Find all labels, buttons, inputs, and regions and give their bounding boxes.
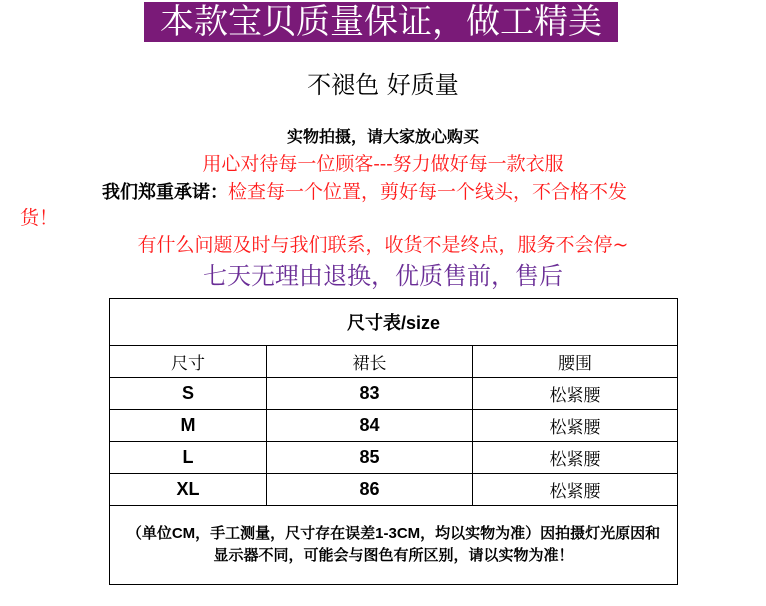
line-service: 用心对待每一位顾客---努力做好每一款衣服 — [202, 153, 564, 175]
cell-size: XL — [110, 474, 267, 506]
cell-length: 86 — [267, 474, 473, 506]
promise-label: 我们郑重承诺： — [102, 182, 228, 203]
cell-length: 85 — [267, 442, 473, 474]
cell-waist: 松紧腰 — [473, 378, 678, 410]
cell-size: M — [110, 410, 267, 442]
cell-waist: 松紧腰 — [473, 442, 678, 474]
line-return-policy: 七天无理由退换，优质售前，售后 — [203, 262, 563, 290]
promise-text: 检查每一个位置，剪好每一个线头，不合格不发 — [228, 181, 628, 203]
header-waist: 腰围 — [473, 346, 678, 378]
size-table — [109, 298, 678, 585]
table-row — [110, 474, 678, 506]
size-table-note: （单位CM，手工测量，尺寸存在误差1-3CM，均以实物为准）因拍摄灯光原因和显示器不同，可能会与图色有所区别，请以实物为准！ — [110, 506, 678, 585]
cell-length: 84 — [267, 410, 473, 442]
cell-length: 83 — [267, 378, 473, 410]
line-real-photo: 实物拍摄，请大家放心购买 — [286, 127, 479, 146]
cell-waist: 松紧腰 — [473, 410, 678, 442]
subtitle: 不褪色 好质量 — [307, 71, 459, 99]
size-table-title: 尺寸表/size — [110, 299, 678, 346]
header-skirt-length: 裙长 — [267, 346, 473, 378]
cell-waist: 松紧腰 — [473, 474, 678, 506]
cell-size: L — [110, 442, 267, 474]
table-row — [110, 378, 678, 410]
line-promise-cont: 货！ — [20, 207, 59, 229]
header-size: 尺寸 — [110, 346, 267, 378]
table-row — [110, 442, 678, 474]
table-row — [110, 410, 678, 442]
cell-size: S — [110, 378, 267, 410]
line-promise — [102, 180, 627, 205]
line-contact: 有什么问题及时与我们联系，收货不是终点，服务不会停~ — [137, 234, 629, 256]
size-table-header-row — [110, 346, 678, 378]
banner-title: 本款宝贝质量保证，做工精美 — [144, 2, 618, 42]
